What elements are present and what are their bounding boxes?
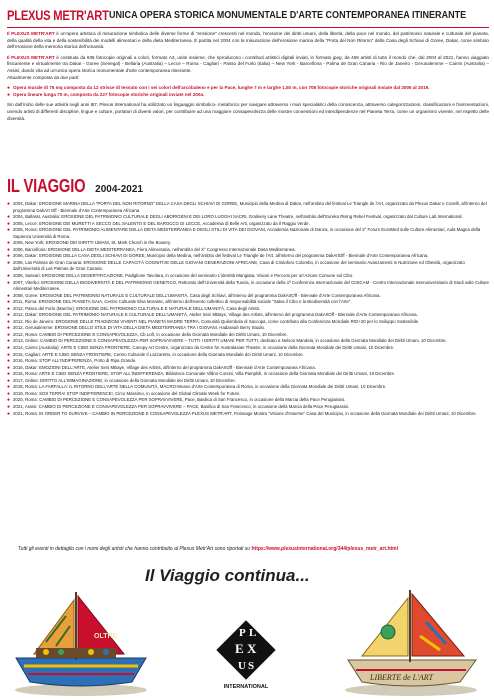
event-item: ● 2008, Goree: EROSIONE DEL PATRIMONIO NATURALE E CULTURALE DELL'UMANITÀ, Casa degli Schiavi, all'interno del programma DakArtOff - Biennale d'Arte Contemporanea Africana. [7, 293, 489, 300]
composition-item: ● Opera murale di 75 mq composta da 12 strisce di tessuto con i sei colori dell'arcobaleno e per la Pace, lunghe 7 m e larghe 1,50 m, con 708 fotocopie storiche originali inviate dal 2005 al 2019. [7, 85, 489, 92]
events-list [7, 201, 489, 417]
intro-paragraph-2 [7, 55, 489, 81]
intro-section [7, 31, 489, 126]
intro-paragraph-3: Sin dall'inizio delle sue attività negli anni 80', Plexus International ha utilizzato un linguaggio simbolico- metaforico per navigare attraverso i mari specialistici della conoscenza, attraverso categorizzazioni, classificazioni e frammentazioni, unendo artisti di differenti discipline, lingue e culture, portatori di diversi valori, per contribuire ad una maggiore consapevolezza delle mostre connessioni ed interdipendenze nel Pianeta Terra, come un organismo vivente, nel rispetto delle diversità. [7, 102, 489, 121]
event-item: ● 2006, Sassari: EROSIONE DELLA DESERTIFICAZIONE, Padiglione Tavolara, in occasione del seminario L'identità Mangiata, Visioni e Percorsi per un'Azione Comune sul Cibo. [7, 273, 489, 280]
event-item: ● 2006, Dakar: EROSIONE DELLA CASA DEGLI SCHIAVI DI GOREE, Municipio della Medina, nell'ambito del festival Le Triangle de l'Art, all'interno del programma DakArtOff - Biennale d'Arte Contemporanea Africana. [7, 253, 489, 260]
logo-letter: S [248, 660, 255, 672]
viaggio-heading [7, 176, 143, 197]
composition-list [7, 85, 489, 98]
event-item: ● 2019, Roma: SOS TERRA! STOP INDIFFERENCE!, Circo Massimo, in occasione del Global Climate Week for Future. [7, 391, 489, 398]
event-item: ● 2012, Gerusalemme: EROSIONE DELLO STILE DI VITA DELLA DIETA MEDITERRANEA TRA I GIOVANI, Hadassah Berry Studio. [7, 325, 489, 332]
plexus-link[interactable]: https://www.plexusinternational.org/344/plexus_metr_art.html [251, 546, 398, 552]
viaggio-continua-heading: Il Viaggio continua... [145, 566, 310, 585]
event-item: ● 2015, Cagliari: ARTE E CIBO SENZA FRONTIERE, Centro Culturale Il Lazzaretto, in occasione della Giornata Mondiale dei Diritti Umani, 10 Dicembre. [7, 352, 489, 359]
intro-text-2: è costituita da 935 fotocopie originali a colori, formato A3, unite insieme, che riproducono i contributi artistici digitali inviati, in formato jpeg, da 469 artisti di tutto il mondo che, dal 2004 al 2021, hanno viaggiato fisicamente e virtualmente tra Dakar - Goree (Senegal) - Bellaria (Australia) – Lecce – Roma - Cagliari - Passo del Furlo (Italia) – New York - Barcellona - Palma de Gran Canaria - Rio de Janeiro - Gerusalemme – Cairns (Australia) – Assisi, dando vita ad un'unica opera storica monumentale d'arte contemporanea itinerante. [7, 54, 489, 73]
intro-brand-2: Il PLEXUS METR'ART [7, 54, 55, 60]
event-item: ● 2012, Rio de Janeiro: EROSIONE DELLE TRADIZIONI VIVENTI NEL PIANETA MADRE TERRA, Comunità Quilombola di Saccopa, come contributo alla Conferenza Mondiale RIO+20 per lo Sviluppo Sostenibile. [7, 319, 489, 326]
footer-note-text: Tutti gli eventi in dettaglio con i nomi degli artisti che hanno contribuito al Plexus Metr'Art sono riportati su [18, 546, 252, 552]
header-tagline: UNICA OPERA STORICA MONUMENTALE D'ARTE CONTEMPORANEA ITINERANTE [109, 9, 467, 21]
event-item: ● 2018, Roma: LA FARFALLA: IL RITORNO DELL'ARTE NELLA COMUNITÀ, MACRO-Museo d'Arte Contemporanea di Roma, in occasione della Giornata Mondiale dei Diritti Umani, 10 Dicembre. [7, 384, 489, 391]
header [7, 7, 489, 28]
event-item: ● 2021, Roma: IN ORDER TO SURVIVE – CAMBIO IN PERCEZIONE E CONSAPEVOLEZZA PLEXUS METR'ART, Finissage Mostra "Visione d'Insieme" Casa del Municipio, in occasione della Giornata Mondiale dei Diritti Umani, 10 Dicembre. [7, 411, 489, 418]
event-item: ● 2012, Passo del Furlo (Marche): EROSIONE DEL PATRIMONIO CULTURALE E NATURALE DELL'UMANITÀ, Casa degli Artisti. [7, 306, 489, 313]
event-item: ● 2012, Roma: CAMBIO DI PERCEZIONE E CONSAPEVOLEZZA, Cb Loft, in occasione della Giornata Mondiale dei Diritti Umani, 10 Dicembre. [7, 332, 489, 339]
boat-right-hull-text: LIBERTE de L'ART [370, 673, 434, 682]
footer-note [18, 546, 484, 552]
event-item: ● 2016, Roma: STOP ALL'INDIFFERENZA, Porto di Ripa Grande. [7, 358, 489, 365]
event-item: ● 2005, New York: EROSIONE DEI DIRITTI UMANI, St. Mark Church in the Bowery. [7, 240, 489, 247]
plexus-international-logo [209, 617, 283, 691]
event-item: ● 2012, Dakar: EROSIONE DEL PATRIMONIO NATURALE E CULTURALE DELL'UMANITÀ, Atelier Seni MBaye, Village des Artists, all'interno del programma DakArtOff - Biennale d'Arte Contemporanea Africana. [7, 312, 489, 319]
logo-letter: P [239, 627, 246, 639]
viaggio-title: IL VIAGGIO [7, 176, 86, 196]
intro-text-1: è un'opera artistica di misurazione simbolica delle diverse forme di "erosione" crescenti nel mondo, l'erosione dei diritti umani, della libertà, della pace nel mondo, del patrimonio naturale e culturale del pianeta, della qualità della vita e della sostenibilità dei modelli alimentari e della dieta Mediterranea. È partita nel 2004 con la misurazione dell'erosione marina della "Porta del Non Ritorno" della Casa degli Schiavi di Goree, Dakar, come simbolo dell'erosione della memoria storica dell'umanità. [7, 31, 489, 50]
event-item: ● 2011, Roma: EROSIONE DEL PIANETA GAIA, Centro Culturale Elsa Morante, all'interno dell'evento collettivo di responsabilità sociale "Salva il Cibo e la Biodiversità con l'Arte". [7, 299, 489, 306]
logo-letter: X [247, 641, 257, 656]
event-item: ● 2007, Viterbo: EROSIONE DELLA BIODIVERSITÀ E DEL PATRIMONIO GENETICO, Rettorato dell'Università della Tuscia, in occasione della 1ª Conferenza Internazionale del CIISCAM - Centro Internazionale Interuniversitario di Studi sulle Culture Alimentari Mediterranee. [7, 280, 489, 293]
event-item: ● 2016, Roma: ARTE E CIBO SENZA FRONTIERE, STOP ALL'INDIFFERENZA, Biblioteca Comunale Villino Corsini, Villa Pamphili, in occasione della Giornata Mondiale dei Diritti Umani, 10 Dicembre. [7, 371, 489, 378]
intro-brand-1: Il PLEXUS METR'ART [7, 31, 55, 36]
logo-caption: INTERNATIONAL [223, 684, 269, 690]
intro-text-2-tail: Attualmente composta da due parti: [7, 74, 80, 80]
event-item: ● 2004, Ballarat, Australia: EROSIONE DEL PATRIMONIO CULTURALE DEGLI ABORIGENI E DEI LORO LUOGHI SACRI, Gralinery Lane Theatre, nell'ambito dell'Eureka Rising Rebel Festival, organizzato dal Culture Lab International. [7, 214, 489, 221]
boat-right-image [336, 586, 486, 698]
event-item: ● 2013, Online: CAMBIO DI PERCEZIONE E CONSAPEVOLEZZA PER SOPRAVVIVERE – TUTTI I DIRITTI UMANI PER TUTTI, dedicato a Nelson Mandela, in occasione della Giornata Mondiale dei Diritti Umani, 10 Dicembre. [7, 338, 489, 345]
event-item: ● 2020, Roma: CAMBIO DI PERCEZIONE E CONSAPEVOLEZZA PER SOPRAVVIVERE, Pace, Basilica di San Francesco, in occasione della Marcia della Pace Perugiassisi. [7, 397, 489, 404]
event-item: ● 2006, Barcellona: EROSIONE DELLA DIETA MEDITERRANEA, Fiera Alimentaria, nell'ambito del X° Congresso Internazionale Dieta Mediterranea. [7, 247, 489, 254]
logo-letter: L [249, 627, 257, 639]
logo-letter: U [238, 660, 246, 672]
event-item: ● 2021, Assisi: CAMBIO DI PERCEZIONE E CONSAPEVOLEZZA PER SOPRAVVIVERE – PACE, Basilica di San Francesco, in occasione della Marcia della Pace Perugiassisi. [7, 404, 489, 411]
boat-left-sail-text: OLTRE [94, 633, 118, 640]
viaggio-years: 2004-2021 [95, 184, 143, 195]
event-item: ● 2005, Lecce: EROSIONE DEI MURETTI A SECCO DEL SALENTO E DEL BAROCCO DI LECCE, Accademia di Belle Arti, organizzato da Il Raggio Verde. [7, 221, 489, 228]
brand-title: PLEXUS METR'ART [7, 7, 109, 23]
intro-paragraph-1 [7, 31, 489, 51]
event-item: ● 2016, Dakar: EMOZIONI DELL'ARTE, Atelier Seni MBaye, Village des Artists, all'interno del programma DakArtOff - Biennale d'Arte Contemporanea Africana. [7, 365, 489, 372]
event-item: ● 2004, Dakar: EROSIONE MARINA DELLA "PORTA DEL NON RITORNO" DELLA CASA DEGLI SCHIAVI DI GOREE, Municipio della Medina di Dakar, nell'ambito del festival Le Triangle de l'Art, organizzato da Plexus Dakar e Coselli, all'interno del programma DakArt Off - Biennale d'Arte Contemporanea Africana. [7, 201, 489, 214]
logo-letter: E [235, 641, 244, 656]
composition-item: ● Opera lineare lunga 70 m, composta da 227 fotocopie storiche originali inviate nel 2004. [7, 92, 489, 99]
event-item: ● 2005, Roma: EROSIONE DEL PATRIMONIO ALIMENTARE DELLA DIETA MEDITERRANEA E DEGLI STILI DI VITA DEI GIOVANI, Accademia Nazionale di Danza, in occasione del 3° Forum EuroMed sulle Culture Alimentari, Aula Magna della Sapienza Università di Roma. [7, 227, 489, 240]
event-item: ● 2006, Las Palmas de Gran Canaria: EROSIONE DELLE CAPACITÀ COGNITIVE DELLE GIOVANI GENERAZIONI AFRICANE, Casa di Cristoforo Colombo, in occasione del seminario Avanzamenti in Nutrizione ed Obesità, organizzato dall'Università di Las Palmas de Gran Canaria. [7, 260, 489, 273]
event-item: ● 2017, Online: DIRITTO ALL'IMMAGINAZIONE, in occasione della Giornata Mondiale dei Diritti Umani, 10 Dicembre. [7, 378, 489, 385]
event-item: ● 2014, Cairns (Australia): ARTE E CIBO SENZA FRONTIERE, Canopy Art Centre, organizzato da Centre for Australasian Theatre, in occasione della Giornata Mondiale dei Diritti Umani, 10 Dicembre. [7, 345, 489, 352]
boat-left-image [6, 586, 156, 698]
